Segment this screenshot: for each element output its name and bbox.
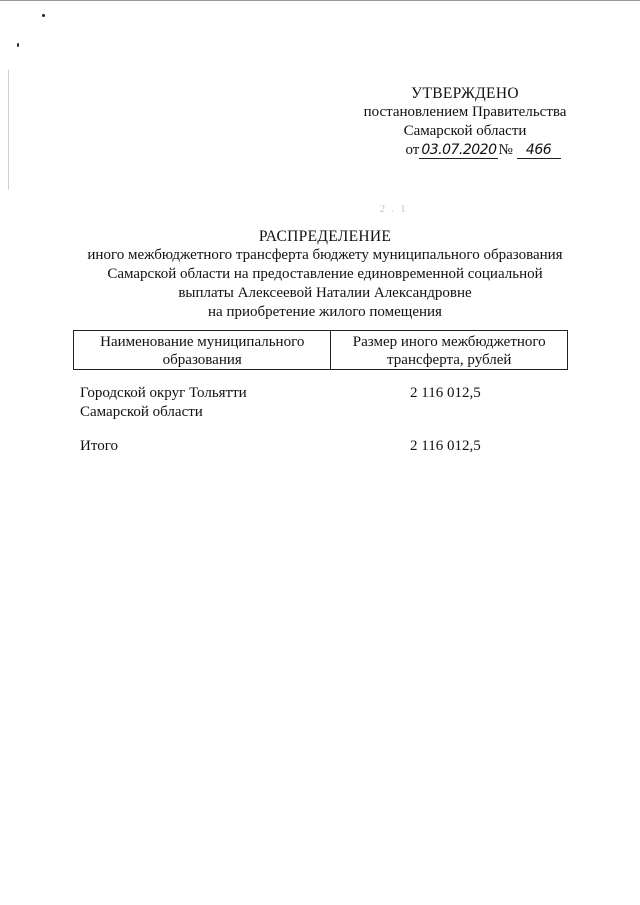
scan-speck bbox=[17, 43, 19, 47]
subtitle-line: Самарской области на предоставление единовременной социальной bbox=[107, 266, 543, 282]
document-title: РАСПРЕДЕЛЕНИЕ bbox=[258, 228, 392, 245]
approval-stamp-block bbox=[340, 84, 590, 160]
faint-scan-mark: 2 . 1 bbox=[380, 204, 408, 215]
date-prefix: от bbox=[405, 142, 420, 158]
subtitle-line: на приобретение жилого помещения bbox=[208, 304, 442, 320]
document-title-block bbox=[60, 227, 590, 322]
table-header bbox=[73, 330, 568, 370]
scan-margin-line bbox=[8, 70, 9, 190]
total-label: Итого bbox=[80, 438, 118, 454]
scan-edge-line bbox=[0, 0, 640, 1]
subtitle-line: иного межбюджетного трансферта бюджету муниципального образования bbox=[87, 247, 563, 263]
decree-date-number bbox=[340, 141, 590, 160]
header-name-line: Наименование муниципального bbox=[100, 333, 305, 350]
municipality-name-line: Самарской области bbox=[80, 404, 203, 420]
transfer-amount: 2 116 012,5 bbox=[410, 385, 481, 401]
approved-heading: УТВЕРЖДЕНО bbox=[411, 85, 519, 102]
handwritten-number: 466 bbox=[517, 142, 561, 159]
municipality-name-line: Городской округ Тольятти bbox=[80, 385, 247, 401]
approval-line-1: постановлением Правительства bbox=[363, 104, 567, 120]
scan-speck bbox=[42, 14, 45, 17]
header-amount-column bbox=[331, 331, 567, 369]
header-amount-line: Размер иного межбюджетного bbox=[352, 333, 546, 350]
header-name-line: образования bbox=[162, 351, 242, 368]
handwritten-date: 03.07.2020 bbox=[421, 142, 497, 158]
total-amount: 2 116 012,5 bbox=[410, 438, 481, 454]
approval-line-2: Самарской области bbox=[403, 123, 527, 139]
header-amount-line: трансферта, рублей bbox=[387, 351, 512, 368]
municipality-name bbox=[80, 384, 340, 422]
subtitle-line: выплаты Алексеевой Наталии Александровне bbox=[178, 285, 472, 301]
header-name-column bbox=[74, 331, 331, 369]
number-prefix: № bbox=[498, 142, 513, 158]
